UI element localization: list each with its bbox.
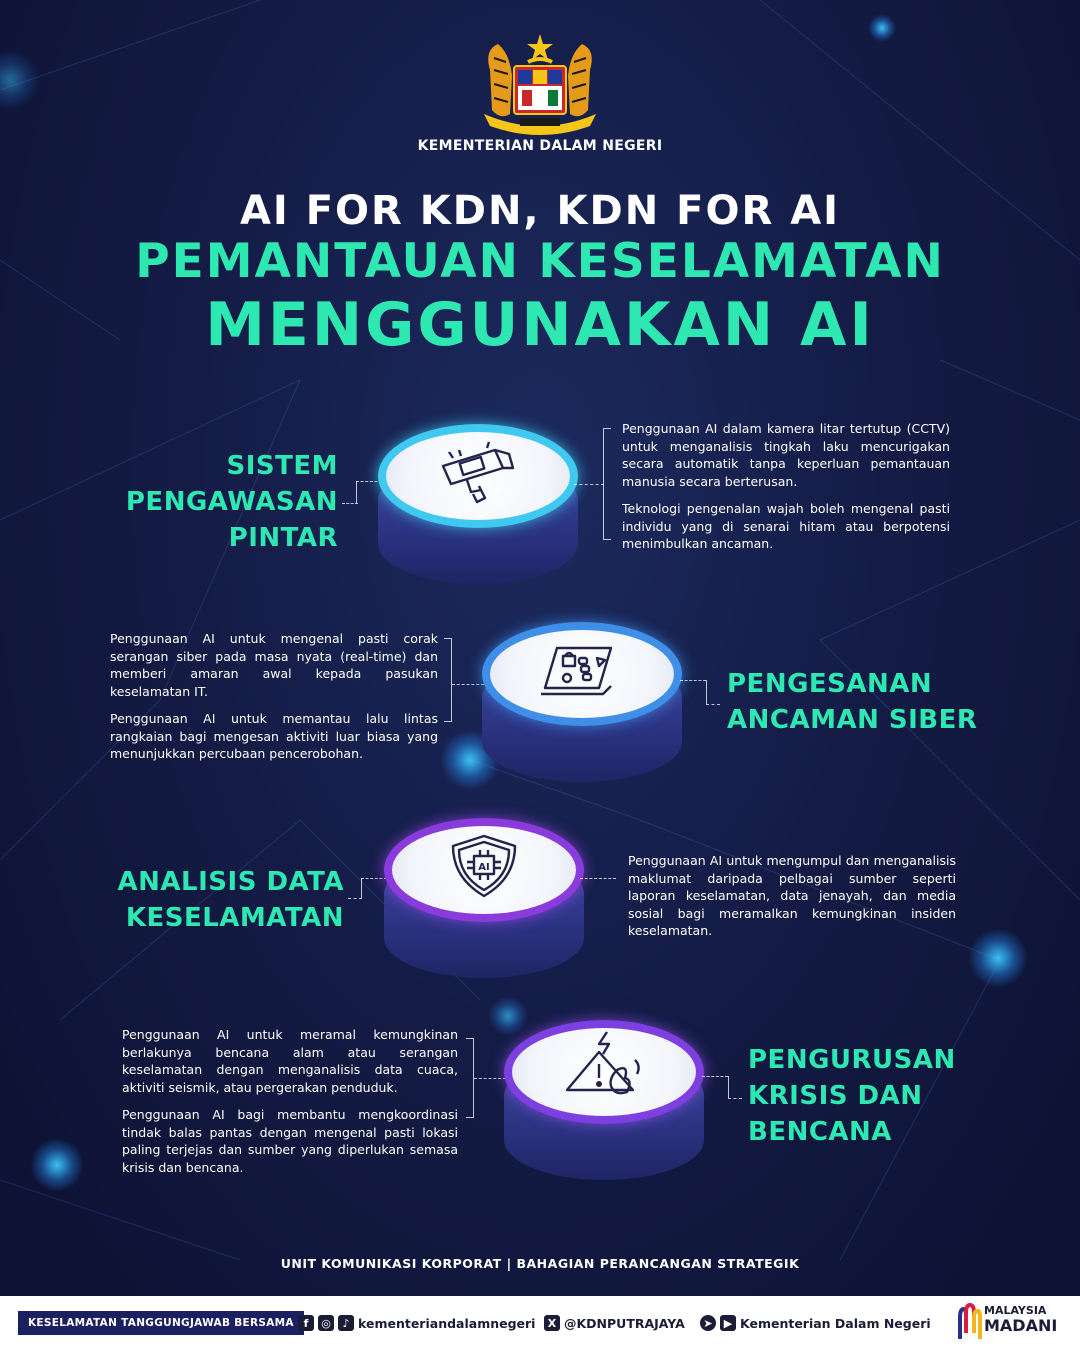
description-crisis bbox=[122, 1026, 458, 1176]
connector-bracket bbox=[603, 428, 611, 540]
section-heading-cyber: PENGESANAN ANCAMAN SIBER bbox=[727, 669, 978, 735]
disc-surveillance bbox=[378, 424, 578, 584]
description-data bbox=[628, 852, 956, 940]
laptop-chain-icon bbox=[537, 638, 627, 706]
connector-bracket bbox=[706, 680, 707, 704]
social-telegram-youtube[interactable] bbox=[700, 1311, 931, 1335]
connector-bracket bbox=[361, 878, 362, 898]
ministry-name: KEMENTERIAN DALAM NEGERI bbox=[417, 138, 663, 154]
section-heading-data: ANALISIS DATA KESELAMATAN bbox=[117, 867, 344, 933]
svg-text:AI: AI bbox=[478, 862, 490, 873]
description-cyber bbox=[110, 630, 438, 763]
warning-disaster-icon bbox=[559, 1030, 649, 1098]
glow-dot bbox=[868, 14, 896, 42]
cctv-camera-icon bbox=[433, 440, 523, 508]
connector-bracket bbox=[444, 638, 452, 722]
disc-crisis bbox=[504, 1020, 704, 1180]
description-surveillance bbox=[622, 420, 950, 553]
connector-line bbox=[574, 484, 604, 485]
paragraph: Penggunaan AI untuk mengumpul dan menganalisis maklumat daripada pelbagai sumber seperti laporan keselamatan, data jenayah, dan media sosial bagi meramalkan kemungkinan insiden keselamatan. bbox=[628, 853, 956, 938]
section-heading-crisis: PENGURUSAN KRISIS DAN BENCANA bbox=[748, 1045, 956, 1147]
connector-line bbox=[580, 878, 616, 879]
facebook-icon: f bbox=[298, 1315, 314, 1331]
connector-line bbox=[452, 684, 484, 685]
madani-emblem-icon bbox=[956, 1303, 982, 1343]
paragraph: Penggunaan AI dalam kamera litar tertutup (CCTV) untuk menganalisis tingkah laku mencurigakan secara automatik tanpa keperluan pemantauan manusia secara berterusan. bbox=[622, 421, 950, 489]
footer-unit-text: UNIT KOMUNIKASI KORPORAT | BAHAGIAN PERANCANGAN STRATEGIK bbox=[280, 1256, 800, 1271]
x-icon: X bbox=[544, 1315, 560, 1331]
connector-line bbox=[348, 898, 362, 899]
paragraph: Penggunaan AI bagi membantu mengkoordinasi tindak balas pantas dengan mengenal pasti lokasi paling terjejas dan sumber yang diperlukan semasa krisis dan bencana. bbox=[122, 1107, 458, 1175]
paragraph: Penggunaan AI untuk memantau lalu lintas rangkaian bagi mengesan aktiviti luar biasa yang menunjukkan percubaan pencerobohan. bbox=[110, 711, 438, 761]
connector-bracket bbox=[728, 1076, 729, 1098]
section-heading-surveillance: SISTEM PENGAWASAN PINTAR bbox=[125, 451, 338, 553]
disc-cyber bbox=[482, 622, 682, 782]
connector-line bbox=[474, 1078, 506, 1079]
paragraph: Penggunaan AI untuk mengenal pasti corak serangan siber pada masa nyata (real-time) dan memberi amaran awal kepada pasukan keselamatan IT. bbox=[110, 631, 438, 699]
telegram-icon: ➤ bbox=[700, 1315, 716, 1331]
ai-shield-icon bbox=[439, 832, 529, 900]
x-handle: @KDNPUTRAJAYA bbox=[564, 1315, 685, 1331]
connector-line bbox=[680, 680, 706, 681]
title-line-2: PEMANTAUAN KESELAMATAN bbox=[135, 234, 945, 289]
glow-dot bbox=[968, 928, 1028, 988]
tiktok-icon: ♪ bbox=[338, 1315, 354, 1331]
paragraph: Teknologi pengenalan wajah boleh mengenal pasti individu yang di senarai hitam atau berpotensi menimbulkan ancaman. bbox=[622, 501, 950, 551]
connector-line bbox=[342, 503, 358, 504]
title-line-3: MENGGUNAKAN AI bbox=[205, 290, 875, 360]
youtube-icon: ▶ bbox=[720, 1315, 736, 1331]
connector-bracket bbox=[356, 481, 357, 503]
bottom-bar bbox=[0, 1296, 1080, 1350]
social-facebook-instagram-tiktok[interactable] bbox=[298, 1311, 535, 1335]
glow-dot bbox=[30, 1138, 84, 1192]
connector-line bbox=[706, 704, 720, 705]
connector-line bbox=[728, 1098, 742, 1099]
connector-line bbox=[702, 1076, 728, 1077]
paragraph: Penggunaan AI untuk meramal kemungkinan berlakunya bencana alam atau serangan keselamatan dengan menganalisis data cuaca, aktiviti seismik, atau pergerakan penduduk. bbox=[122, 1027, 458, 1095]
social-handle: kementeriandalamnegeri bbox=[358, 1315, 536, 1331]
malaysia-madani-logo bbox=[956, 1301, 1074, 1345]
instagram-icon: ◎ bbox=[318, 1315, 334, 1331]
connector-bracket bbox=[466, 1038, 474, 1118]
disc-data bbox=[384, 818, 584, 978]
social-x[interactable] bbox=[544, 1311, 685, 1335]
youtube-channel: Kementerian Dalam Negeri bbox=[740, 1315, 931, 1331]
brand-text: MALAYSIA MADANI bbox=[984, 1304, 1058, 1335]
slogan-badge: KESELAMATAN TANGGUNGJAWAB BERSAMA bbox=[18, 1311, 304, 1335]
coat-of-arms-logo bbox=[470, 30, 610, 140]
title-line-1: AI FOR KDN, KDN FOR AI bbox=[239, 188, 841, 234]
